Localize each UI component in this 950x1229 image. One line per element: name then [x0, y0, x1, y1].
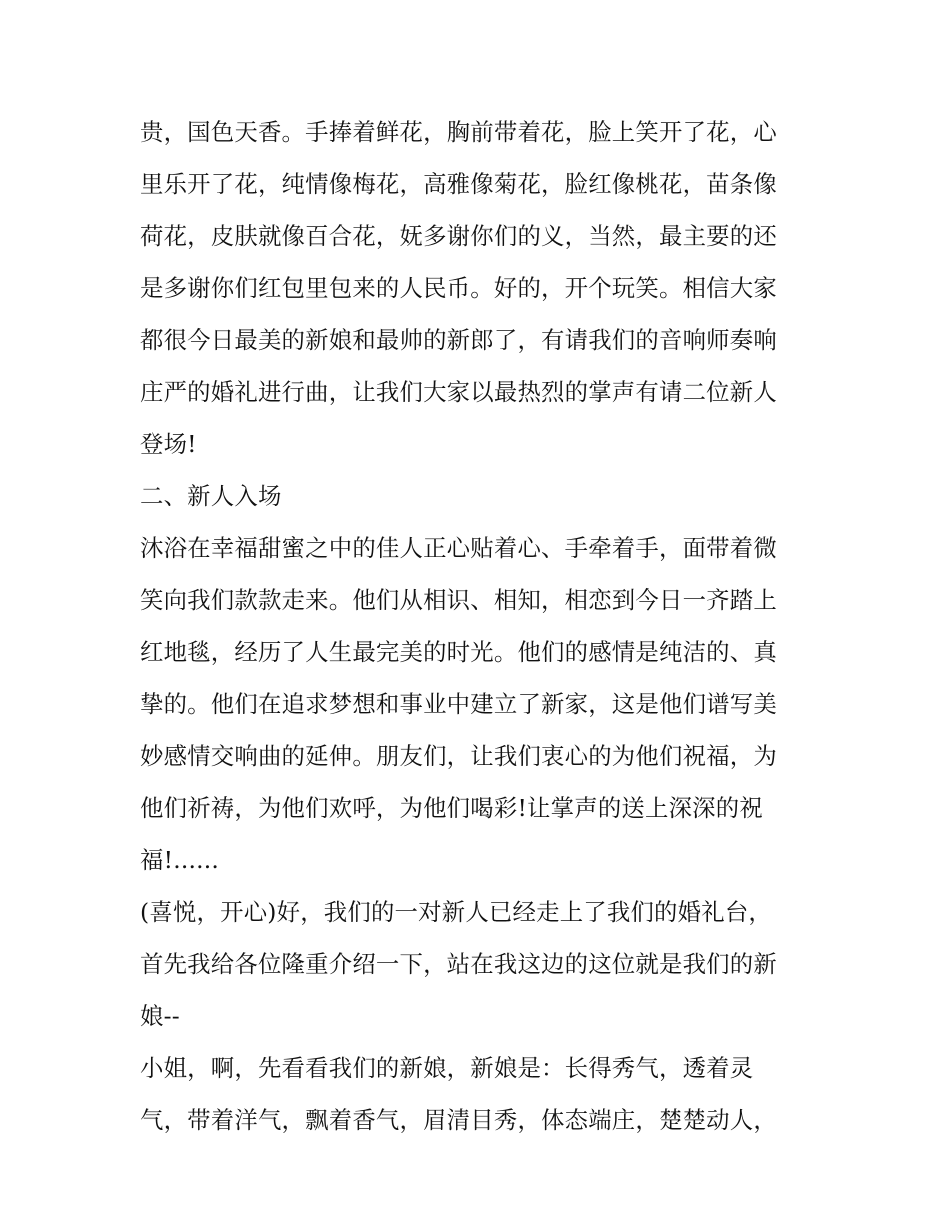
- text-line: 笑向我们款款走来。他们从相识、相知，相恋到今日一齐踏上: [140, 586, 777, 614]
- text-line: 是多谢你们红包里包来的人民币。好的，开个玩笑。相信大家: [140, 274, 777, 302]
- text-line: 首先我给各位隆重介绍一下，站在我这边的这位就是我们的新: [140, 950, 777, 978]
- text-line: 娘--: [140, 1002, 180, 1030]
- text-line: 都很今日最美的新娘和最帅的新郎了，有请我们的音响师奏响: [140, 326, 777, 354]
- text-line: 他们祈祷，为他们欢呼，为他们喝彩!让掌声的送上深深的祝: [140, 794, 763, 822]
- section-heading: 二、新人入场: [140, 482, 282, 510]
- text-line: 挚的。他们在追求梦想和事业中建立了新家，这是他们谱写美: [140, 690, 777, 718]
- text-line: 里乐开了花，纯情像梅花，高雅像菊花，脸红像桃花，苗条像: [140, 170, 777, 198]
- text-line: 登场!: [140, 430, 197, 458]
- text-line: (喜悦，开心)好，我们的一对新人已经走上了我们的婚礼台，: [140, 898, 773, 926]
- text-line: 沐浴在幸福甜蜜之中的佳人正心贴着心、手牵着手，面带着微: [140, 534, 777, 562]
- document-page: [140, 106, 812, 1146]
- text-line: 庄严的婚礼进行曲，让我们大家以最热烈的掌声有请二位新人: [140, 378, 777, 406]
- text-line: 红地毯，经历了人生最完美的时光。他们的感情是纯洁的、真: [140, 638, 777, 666]
- text-line: 荷花，皮肤就像百合花，妩多谢你们的义，当然，最主要的还: [140, 222, 777, 250]
- text-line: 福!......: [140, 846, 220, 874]
- text-line: 贵，国色天香。手捧着鲜花，胸前带着花，脸上笑开了花，心: [140, 118, 777, 146]
- text-line: 气，带着洋气，飘着香气，眉清目秀，体态端庄，楚楚动人，: [140, 1106, 777, 1134]
- text-line: 妙感情交响曲的延伸。朋友们，让我们衷心的为他们祝福，为: [140, 742, 777, 770]
- text-line: 小姐，啊，先看看我们的新娘，新娘是：长得秀气，透着灵: [140, 1054, 754, 1082]
